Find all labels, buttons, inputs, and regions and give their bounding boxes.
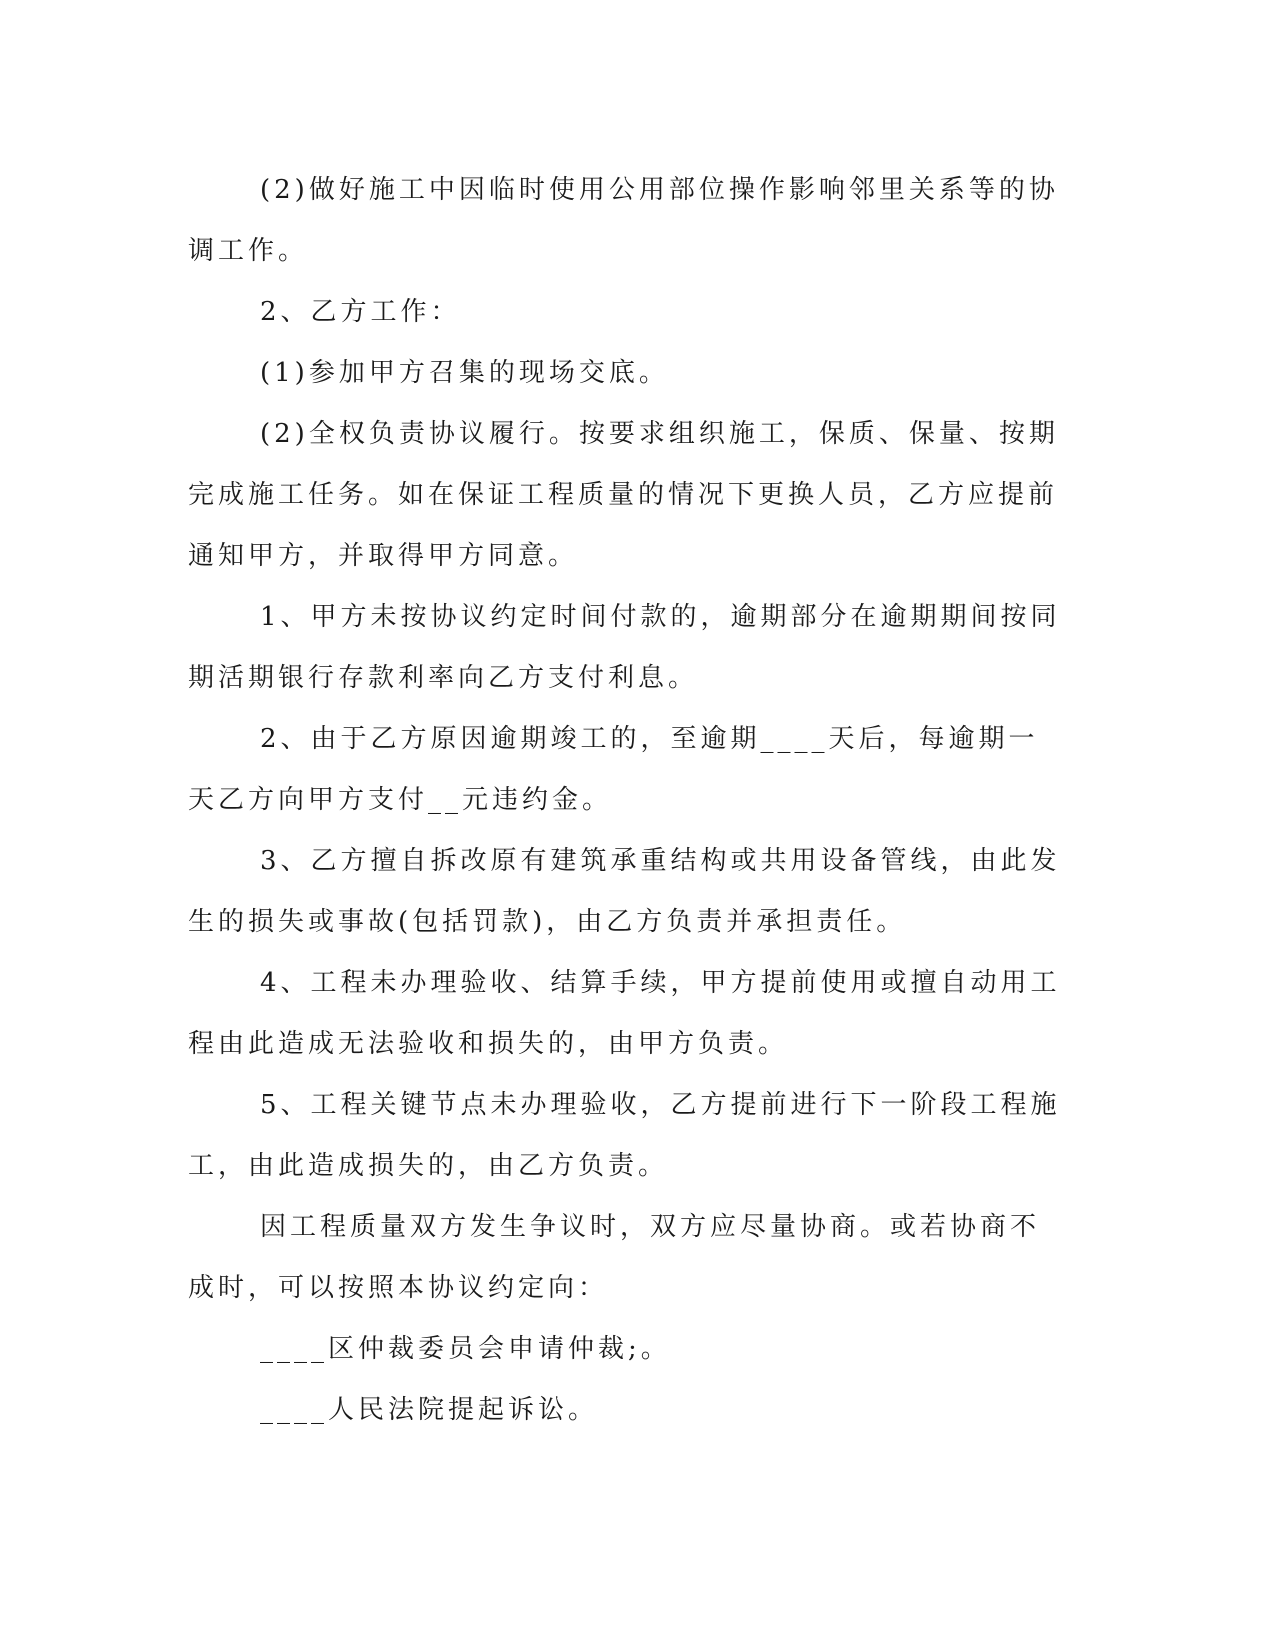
paragraph-dispute: 因工程质量双方发生争议时，双方应尽量协商。或若协商不成时，可以按照本协议约定向： xyxy=(188,1212,1041,1303)
paragraph-coordination: (2)做好施工中因临时使用公用部位操作影响邻里关系等的协调工作。 xyxy=(188,175,1059,266)
paragraph-early-use: 4、工程未办理验收、结算手续，甲方提前使用或擅自动用工程由此造成无法验收和损失的，由甲方负责。 xyxy=(188,968,1061,1059)
paragraph-late-payment: 1、甲方未按协议约定时间付款的，逾期部分在逾期期间按同期活期银行存款利率向乙方支付利息。 xyxy=(188,602,1061,693)
paragraph-late-completion: 2、由于乙方原因逾期竣工的，至逾期____天后，每逾期一天乙方向甲方支付__元违约金。 xyxy=(188,724,1039,815)
paragraph-full-responsibility: (2)全权负责协议履行。按要求组织施工，保质、保量、按期完成施工任务。如在保证工程质量的情况下更换人员，乙方应提前通知甲方，并取得甲方同意。 xyxy=(188,419,1059,571)
paragraph-arbitration: ____区仲裁委员会申请仲裁;。 xyxy=(260,1334,671,1364)
paragraph-site-briefing: (1)参加甲方召集的现场交底。 xyxy=(260,358,669,388)
paragraph-litigation: ____人民法院提起诉讼。 xyxy=(260,1395,599,1425)
document-body xyxy=(188,160,1068,1441)
paragraph-party-b-heading: 2、乙方工作： xyxy=(260,297,461,327)
paragraph-key-nodes: 5、工程关键节点未办理验收，乙方提前进行下一阶段工程施工，由此造成损失的，由乙方负责。 xyxy=(188,1090,1061,1181)
paragraph-structural-changes: 3、乙方擅自拆改原有建筑承重结构或共用设备管线，由此发生的损失或事故(包括罚款)，由乙方负责并承担责任。 xyxy=(188,846,1061,937)
